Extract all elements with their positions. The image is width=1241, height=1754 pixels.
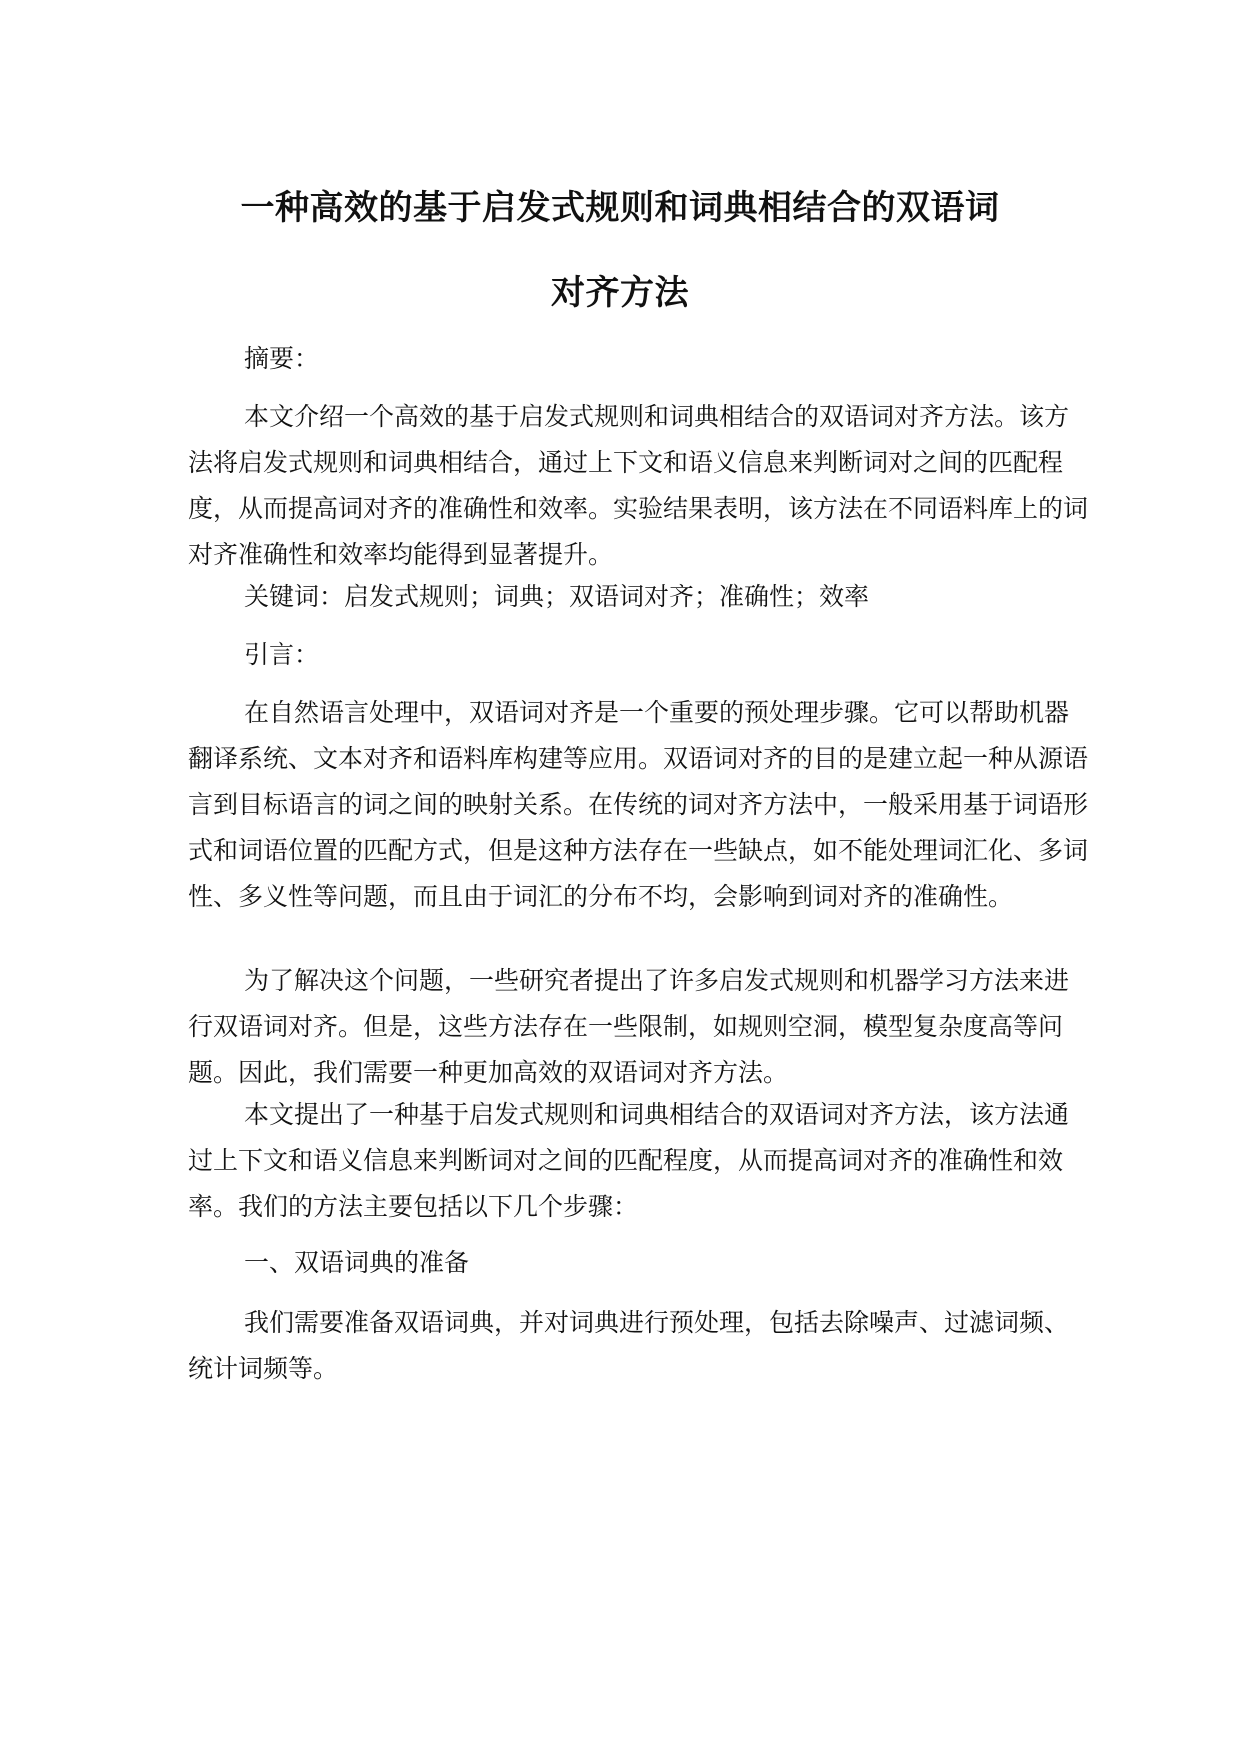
section1-paragraph: 我们需要准备双语词典，并对词典进行预处理，包括去除噪声、过滤词频、统计词频等。 — [188, 1308, 1070, 1383]
abstract-paragraph: 本文介绍一个高效的基于启发式规则和词典相结合的双语词对齐方法。该方法将启发式规则和词典相结合，通过上下文和语义信息来判断词对之间的匹配程度，从而提高词对齐的准确性和效率。实验结果表明，该方法在不同语料库上的词对齐准确性和效率均能得到显著提升。 — [188, 402, 1089, 569]
intro-paragraph-3: 本文提出了一种基于启发式规则和词典相结合的双语词对齐方法，该方法通过上下文和语义信息来判断词对之间的匹配程度，从而提高词对齐的准确性和效率。我们的方法主要包括以下几个步骤： — [188, 1100, 1070, 1221]
keywords-line: 关键词：启发式规则；词典；双语词对齐；准确性；效率 — [244, 582, 870, 611]
intro-heading: 引言： — [244, 640, 320, 669]
document-title-line2: 对齐方法 — [551, 273, 689, 313]
intro-paragraph-1: 在自然语言处理中，双语词对齐是一个重要的预处理步骤。它可以帮助机器翻译系统、文本对齐和语料库构建等应用。双语词对齐的目的是建立起一种从源语言到目标语言的词之间的映射关系。在传统的词对齐方法中，一般采用基于词语形式和词语位置的匹配方式，但是这种方法存在一些缺点，如不能处理词汇化、多词性、多义性等问题，而且由于词汇的分布不均，会影响到词对齐的准确性。 — [188, 698, 1089, 911]
document-title-line1: 一种高效的基于启发式规则和词典相结合的双语词 — [240, 188, 1000, 228]
intro-paragraph-2: 为了解决这个问题，一些研究者提出了许多启发式规则和机器学习方法来进行双语词对齐。但是，这些方法存在一些限制，如规则空洞，模型复杂度高等问题。因此，我们需要一种更加高效的双语词对齐方法。 — [188, 966, 1070, 1087]
abstract-heading: 摘要： — [244, 344, 320, 373]
section1-heading: 一、双语词典的准备 — [244, 1248, 470, 1277]
